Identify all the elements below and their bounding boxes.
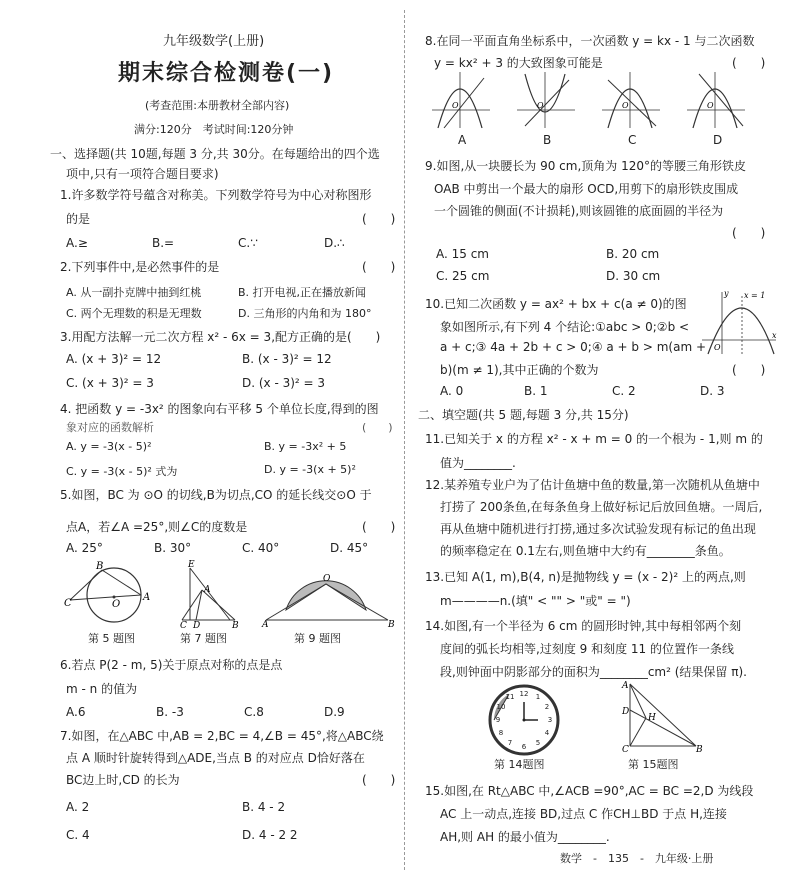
svg-text:H: H bbox=[648, 713, 656, 723]
svg-text:1: 1 bbox=[535, 693, 541, 701]
svg-text:A: A bbox=[622, 681, 629, 691]
svg-text:2: 2 bbox=[544, 703, 550, 711]
q8-option-a[interactable]: A bbox=[458, 133, 467, 147]
svg-text:B: B bbox=[232, 621, 239, 631]
q10-stem: 10.已知二次函数 y = ax² + bx + c(a ≠ 0)的图 bbox=[425, 297, 687, 311]
q5-option-b[interactable]: B. 30° bbox=[154, 541, 192, 555]
q4-stem: 4. 把函数 y = -3x² 的图象向右平移 5 个单位长度,得到的图 bbox=[60, 402, 379, 416]
q8-stem: 8.在同一平面直角坐标系中，一次函数 y = kx - 1 与二次函数 bbox=[425, 34, 755, 48]
q14-stem-cont-2[interactable]: 段,则钟面中阴影部分的面积为________cm² (结果保留 π). bbox=[440, 665, 747, 679]
q9-option-d[interactable]: D. 30 cm bbox=[606, 269, 661, 283]
q1-stem: 1.许多数学符号蕴含对称美。下列数学符号为中心对称图形 bbox=[60, 188, 372, 202]
q10-stem-cont: 象如图所示,有下列 4 个结论:①abc > 0;②b < bbox=[440, 320, 690, 334]
q14-stem: 14.如图,有一个半径为 6 cm 的圆形时钟,其中每相邻两个刻 bbox=[425, 619, 742, 633]
q14-stem-cont: 度间的弧长均相等,过刻度 9 和刻度 11 的位置作一条线 bbox=[440, 642, 734, 656]
q10-option-d[interactable]: D. 3 bbox=[700, 384, 725, 398]
svg-text:9: 9 bbox=[495, 716, 501, 724]
section-2-heading: 二、填空题(共 5 题,每题 3 分,共 15分) bbox=[418, 408, 629, 422]
q7-stem-cont: 点 A 顺时针旋转得到△ADE,当点 B 的对应点 D恰好落在 bbox=[66, 751, 365, 765]
page-title: 期末综合检测卷(一) bbox=[118, 61, 335, 86]
svg-text:O: O bbox=[707, 101, 714, 110]
q7-stem-cont-2: BC边上时,CD 的长为 bbox=[66, 773, 180, 787]
q10-graph bbox=[700, 288, 780, 356]
column-divider bbox=[404, 10, 405, 870]
q6-option-c[interactable]: C.8 bbox=[244, 705, 264, 719]
q9-stem: 9.如图,从一块腰长为 90 cm,顶角为 120°的等腰三角形铁皮 bbox=[425, 159, 746, 173]
q4-option-b[interactable]: B. y = -3x² + 5 bbox=[264, 440, 347, 453]
svg-text:A: A bbox=[143, 592, 151, 603]
svg-text:11: 11 bbox=[505, 693, 515, 701]
q3-option-a[interactable]: A. (x + 3)² = 12 bbox=[66, 352, 162, 366]
svg-text:C: C bbox=[64, 598, 72, 609]
svg-text:y: y bbox=[724, 289, 729, 298]
q5-option-d[interactable]: D. 45° bbox=[330, 541, 369, 555]
svg-text:A: A bbox=[204, 585, 211, 595]
q5-answer-paren[interactable]: ( ) bbox=[362, 520, 396, 534]
q10-stem-cont-2: a + c;③ 4a + 2b + c > 0;④ a + b > m(am + bbox=[440, 340, 707, 354]
svg-text:O: O bbox=[112, 599, 121, 610]
q8-answer-paren[interactable]: ( ) bbox=[732, 56, 766, 70]
q3-option-b[interactable]: B. (x - 3)² = 12 bbox=[242, 352, 332, 366]
figure-9 bbox=[262, 572, 394, 628]
svg-text:3: 3 bbox=[547, 716, 553, 724]
q12-stem-cont-3[interactable]: 的频率稳定在 0.1左右,则鱼塘中大约有________条鱼。 bbox=[440, 544, 731, 558]
q10-option-c[interactable]: C. 2 bbox=[612, 384, 636, 398]
svg-text:10: 10 bbox=[496, 703, 506, 711]
svg-text:D: D bbox=[193, 621, 201, 631]
q8-option-c[interactable]: C bbox=[628, 133, 637, 147]
svg-text:O: O bbox=[714, 343, 721, 352]
svg-text:D: D bbox=[622, 707, 630, 717]
svg-text:C: C bbox=[180, 621, 187, 631]
q9-answer-paren[interactable]: ( ) bbox=[732, 226, 766, 240]
svg-text:O: O bbox=[323, 574, 331, 584]
q7-stem: 7.如图，在△ABC 中,AB = 2,BC = 4,∠B = 45°,将△ABC绕 bbox=[60, 729, 384, 743]
section-1-heading-cont: 项中,只有一项符合题目要求) bbox=[66, 167, 219, 181]
q10-option-a[interactable]: A. 0 bbox=[440, 384, 464, 398]
q1-answer-paren[interactable]: ( ) bbox=[362, 212, 396, 226]
q11-stem-cont[interactable]: 值为________. bbox=[440, 456, 516, 470]
q1-stem-cont: 的是 bbox=[66, 212, 91, 226]
q6-option-b[interactable]: B. -3 bbox=[156, 705, 184, 719]
svg-text:A: A bbox=[262, 620, 269, 630]
q1-option-b[interactable]: B.= bbox=[152, 236, 175, 250]
q2-option-d[interactable]: D. 三角形的内角和为 180° bbox=[238, 307, 372, 320]
svg-text:E: E bbox=[188, 560, 195, 570]
q13-stem-cont[interactable]: m————n.(填" < "" > "或" = ") bbox=[440, 594, 631, 608]
q8-graph-a bbox=[430, 70, 494, 130]
q10-answer-paren[interactable]: ( ) bbox=[732, 363, 766, 377]
svg-text:7: 7 bbox=[507, 739, 513, 747]
q9-stem-cont: OAB 中剪出一个最大的扇形 OCD,用剪下的扇形铁皮围成 bbox=[434, 182, 739, 196]
q10-option-b[interactable]: B. 1 bbox=[524, 384, 548, 398]
q8-graph-c bbox=[600, 70, 664, 130]
q3-option-c[interactable]: C. (x + 3)² = 3 bbox=[66, 376, 154, 390]
q1-option-d[interactable]: D.∴ bbox=[324, 236, 345, 250]
figure-7-caption: 第 7 题图 bbox=[180, 632, 227, 645]
q8-stem-cont: y = kx² + 3 的大致图象可能是 bbox=[434, 56, 603, 70]
q3-stem: 3.用配方法解一元二次方程 x² - 6x = 3,配方正确的是( ) bbox=[60, 330, 381, 344]
q10-stem-cont-3: b)(m ≠ 1),其中正确的个数为 bbox=[440, 363, 599, 377]
q4-answer-paren[interactable]: ( ) bbox=[362, 421, 393, 434]
figure-7 bbox=[180, 560, 242, 631]
exam-scope: (考查范围:本册教材全部内容) bbox=[145, 99, 290, 112]
q8-option-b[interactable]: B bbox=[543, 133, 552, 147]
svg-text:4: 4 bbox=[544, 729, 550, 737]
q5-option-c[interactable]: C. 40° bbox=[242, 541, 280, 555]
svg-text:8: 8 bbox=[498, 729, 504, 737]
q2-option-a[interactable]: A. 从一副扑克牌中抽到红桃 bbox=[66, 286, 202, 299]
q4-option-d[interactable]: D. y = -3(x + 5)² bbox=[264, 463, 356, 476]
q1-option-a[interactable]: A.≥ bbox=[66, 236, 88, 250]
q15-stem: 15.如图,在 Rt△ABC 中,∠ACB =90°,AC = BC =2,D 为线段 bbox=[425, 784, 754, 798]
q4-option-a[interactable]: A. y = -3(x - 5)² bbox=[66, 440, 152, 453]
figure-14-caption: 第 14题图 bbox=[494, 758, 545, 771]
q6-stem-cont: m - n 的值为 bbox=[66, 682, 138, 696]
svg-text:B: B bbox=[96, 561, 104, 572]
section-1-heading: 一、选择题(共 10题,每题 3 分,共 30分。在每题给出的四个选 bbox=[50, 147, 380, 161]
q13-stem: 13.已知 A(1, m),B(4, n)是抛物线 y = (x - 2)² 上的两点,则 bbox=[425, 570, 746, 584]
svg-text:5: 5 bbox=[535, 739, 541, 747]
svg-text:O: O bbox=[537, 101, 544, 110]
score-time: 满分:120分 考试时间:120分钟 bbox=[134, 123, 294, 136]
q9-option-c[interactable]: C. 25 cm bbox=[436, 269, 490, 283]
q3-option-d[interactable]: D. (x - 3)² = 3 bbox=[242, 376, 326, 390]
q12-stem: 12.某养殖专业户为了估计鱼塘中鱼的数量,第一次随机从鱼塘中 bbox=[425, 478, 760, 492]
subject-heading: 九年级数学(上册) bbox=[163, 34, 265, 49]
q7-answer-paren[interactable]: ( ) bbox=[362, 773, 396, 787]
figure-5-caption: 第 5 题图 bbox=[88, 632, 135, 645]
q8-option-d[interactable]: D bbox=[713, 133, 723, 147]
q2-option-c[interactable]: C. 两个无理数的积是无理数 bbox=[66, 307, 202, 320]
figure-15-caption: 第 15题图 bbox=[628, 758, 679, 771]
q2-option-b[interactable]: B. 打开电视,正在播放新闻 bbox=[238, 286, 367, 299]
svg-text:12: 12 bbox=[519, 690, 529, 698]
svg-text:C: C bbox=[622, 745, 629, 755]
figure-5 bbox=[62, 560, 152, 630]
q12-stem-cont-2: 再从鱼塘中随机进行打捞,通过多次试验发现有标记的鱼出现 bbox=[440, 522, 756, 536]
q15-stem-cont: AC 上一动点,连接 BD,过点 C 作CH⊥BD 于点 H,连接 bbox=[440, 807, 727, 821]
q7-option-c[interactable]: C. 4 bbox=[66, 828, 90, 842]
q7-option-b[interactable]: B. 4 - 2 bbox=[242, 800, 286, 814]
svg-text:B: B bbox=[696, 745, 703, 755]
q4-stem-cont: 象对应的函数解析 bbox=[66, 421, 154, 434]
figure-15 bbox=[622, 680, 703, 755]
q7-option-d[interactable]: D. 4 - 2 2 bbox=[242, 828, 298, 842]
q9-option-b[interactable]: B. 20 cm bbox=[606, 247, 660, 261]
q6-option-d[interactable]: D.9 bbox=[324, 705, 345, 719]
figure-9-caption: 第 9 题图 bbox=[294, 632, 341, 645]
q8-graph-b bbox=[515, 70, 579, 130]
q15-stem-cont-2[interactable]: AH,则 AH 的最小值为________. bbox=[440, 830, 610, 844]
svg-text:O: O bbox=[452, 101, 459, 110]
q4-option-c[interactable]: C. y = -3(x - 5)² 式为 bbox=[66, 465, 178, 478]
figure-14-clock bbox=[488, 684, 560, 756]
q5-stem: 5.如图，BC 为 ⊙O 的切线,B为切点,CO 的延长线交⊙O 于 bbox=[60, 488, 372, 502]
q9-stem-cont-2: 一个圆锥的侧面(不计损耗),则该圆锥的底面圆的半径为 bbox=[434, 204, 724, 218]
q5-stem-cont: 点A，若∠A =25°,则∠C的度数是 bbox=[66, 520, 248, 534]
q2-answer-paren[interactable]: ( ) bbox=[362, 260, 396, 274]
page-footer: 数学 - 135 - 九年级·上册 bbox=[560, 852, 714, 865]
svg-text:B: B bbox=[388, 620, 395, 630]
q5-option-a[interactable]: A. 25° bbox=[66, 541, 103, 555]
svg-text:O: O bbox=[622, 101, 629, 110]
svg-text:6: 6 bbox=[521, 743, 527, 751]
q10-graph-label: x = 1 bbox=[744, 291, 766, 300]
q12-stem-cont: 打捞了 200条鱼,在每条鱼身上做好标记后放回鱼塘。一周后, bbox=[440, 500, 763, 514]
q6-option-a[interactable]: A.6 bbox=[66, 705, 86, 719]
q8-graph-d bbox=[685, 70, 749, 130]
svg-text:x: x bbox=[772, 331, 777, 340]
q9-option-a[interactable]: A. 15 cm bbox=[436, 247, 489, 261]
q2-stem: 2.下列事件中,是必然事件的是 bbox=[60, 260, 220, 274]
q11-stem: 11.已知关于 x 的方程 x² - x + m = 0 的一个根为 - 1,则 m 的 bbox=[425, 432, 763, 446]
q1-option-c[interactable]: C.∵ bbox=[238, 236, 258, 250]
q6-stem: 6.若点 P(2 - m, 5)关于原点对称的点是点 bbox=[60, 658, 283, 672]
q7-option-a[interactable]: A. 2 bbox=[66, 800, 90, 814]
